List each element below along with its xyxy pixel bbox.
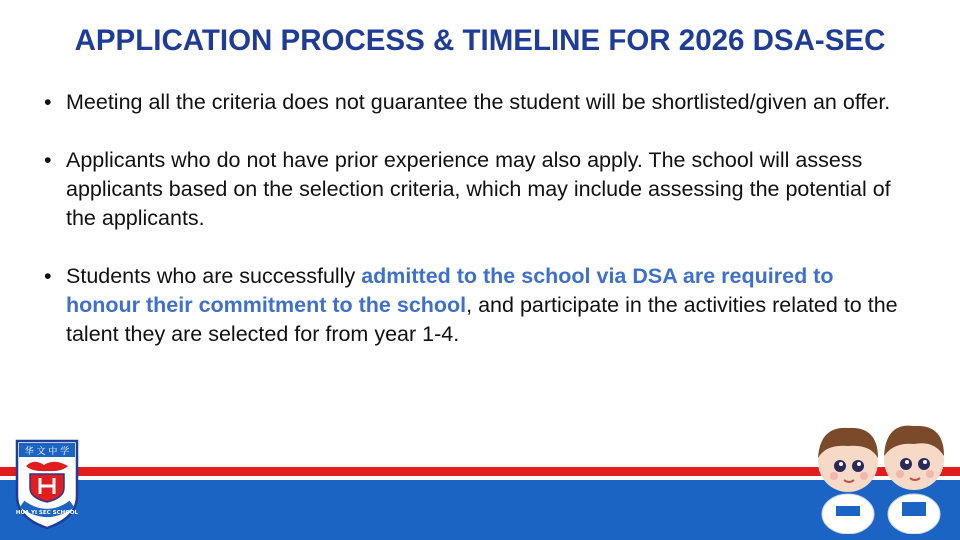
- bullet-dot: •: [44, 90, 52, 114]
- bullet-item: [44, 146, 904, 233]
- bullet-highlight: admitted to the school via DSA are required to honour their commitment to the school: [66, 264, 834, 317]
- svg-text:HUA YI SEC SCHOOL: HUA YI SEC SCHOOL: [15, 510, 79, 516]
- mascot-dolls-image: [806, 418, 956, 534]
- school-crest-logo: [14, 438, 80, 530]
- bullet-text: Applicants who do not have prior experience may also apply. The school will assess applicants based on the selection criteria, which may include assessing the potential of the applicants.: [66, 148, 891, 230]
- bullet-list: [44, 88, 904, 378]
- bullet-text-start: Students who are successfully: [66, 264, 362, 288]
- bullet-dot: •: [44, 264, 52, 288]
- bullet-text: Meeting all the criteria does not guarantee the student will be shortlisted/given an offer.: [66, 90, 891, 114]
- svg-text:华 文 中 学: 华 文 中 学: [24, 447, 70, 457]
- bullet-item: [44, 262, 904, 349]
- slide-title: APPLICATION PROCESS & TIMELINE FOR 2026 DSA-SEC: [74, 24, 886, 57]
- bullet-text-end: , and participate in the activities related to the talent they are selected for from year 1-4.: [66, 293, 898, 346]
- bullet-item: [44, 88, 904, 117]
- bullet-dot: •: [44, 148, 52, 172]
